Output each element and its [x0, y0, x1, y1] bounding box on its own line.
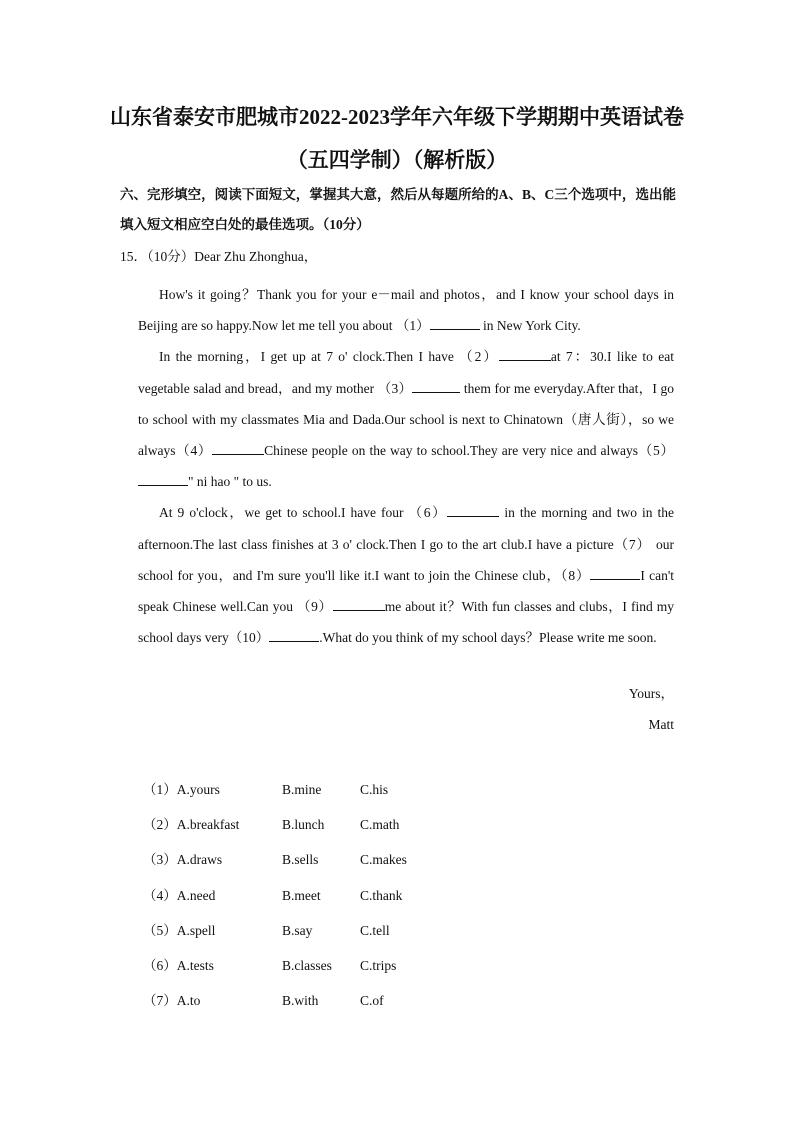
question-header: 15．（10分）Dear Zhu Zhonghua，	[120, 249, 318, 264]
text-segment: " ni hao " to us.	[188, 474, 272, 490]
text-segment: I can't speak Chinese well.Can you （9）	[138, 567, 674, 615]
option-row	[143, 956, 543, 991]
option-a: （7）A.to	[143, 993, 201, 1009]
option-c: C.tell	[360, 922, 390, 938]
text-segment: In the morning，I get up at 7 o' clock.Then I have （2）	[159, 349, 499, 365]
option-row	[143, 921, 543, 956]
option-b: B.mine	[282, 782, 322, 797]
letter-passage	[138, 279, 674, 653]
option-c: C.makes	[360, 852, 407, 868]
text-segment: How's it going？Thank you for your e－mail and photos，and I know your school days in Beijing are so happy.Now let me tell you about （1）	[138, 287, 674, 334]
exam-title-line1: 山东省泰安市肥城市2022-2023学年六年级下学期期中英语试卷	[110, 105, 684, 129]
option-c: C.trips	[360, 957, 397, 973]
option-row	[143, 850, 543, 885]
exam-title-line2: （五四学制）（解析版）	[286, 148, 508, 172]
option-a: （5）A.spell	[143, 922, 216, 938]
answer-options	[143, 780, 543, 1026]
blank-1	[430, 315, 480, 330]
option-a: （6）A.tests	[143, 957, 214, 973]
text-segment: in New York City.	[479, 318, 581, 334]
text-segment: At 9 o'clock，we get to school.I have four （6）	[159, 505, 448, 521]
option-b: B.with	[282, 993, 319, 1009]
blank-8	[590, 565, 640, 580]
option-c: C.math	[360, 817, 400, 833]
option-row	[143, 886, 543, 921]
signature: Matt	[648, 717, 674, 732]
section-instruction: 六、完形填空，阅读下面短文，掌握其大意，然后从每题所给的A、B、C三个选项中，选出能填入短文相应空白处的最佳选项。（10分）	[120, 187, 676, 232]
blank-3	[412, 378, 460, 393]
text-segment: our school for you，and I'm sure you'll like it.I want to join the Chinese club，（8）	[138, 536, 674, 583]
option-b: B.classes	[282, 957, 332, 973]
text-segment: Chinese people on the way to school.They are very nice and always（5）	[264, 443, 674, 459]
blank-10	[269, 627, 319, 642]
text-segment: at 7：30.I like to eat vegetable salad and bread，and my mother （3）	[138, 349, 674, 396]
option-a: （4）A.need	[143, 887, 216, 903]
text-segment: them for me everyday.After that，I go to school with my classmates Mia and Dada.Our school is next to Chinatown（唐人街），so we always（4）	[138, 380, 675, 459]
text-segment: me about it？With fun classes and clubs，I find my school days very（10）	[138, 599, 674, 646]
option-c: C.thank	[360, 887, 403, 903]
option-row	[143, 991, 543, 1026]
option-a: （3）A.draws	[143, 852, 223, 868]
option-c: C.his	[360, 782, 389, 797]
option-a: （2）A.breakfast	[143, 817, 240, 833]
option-b: B.say	[282, 922, 313, 938]
text-segment: in the morning and two in the afternoon.The last class finishes at 3 o' clock.Then I go to the art club.I have a picture（7）	[138, 505, 674, 552]
option-b: B.meet	[282, 887, 321, 903]
paragraph-2	[138, 341, 674, 497]
option-row	[143, 780, 543, 815]
option-c: C.of	[360, 993, 384, 1009]
option-b: B.sells	[282, 852, 319, 868]
blank-4	[212, 440, 264, 455]
sign-off: Yours，	[628, 686, 674, 701]
option-row	[143, 815, 543, 850]
blank-9	[333, 596, 385, 611]
blank-5	[138, 471, 188, 486]
option-a: （1）A.yours	[143, 782, 220, 797]
paragraph-1	[138, 279, 674, 341]
blank-6	[447, 502, 499, 517]
paragraph-3	[138, 497, 674, 653]
text-segment: .What do you think of my school days？Please write me soon.	[319, 630, 657, 646]
blank-2	[499, 346, 551, 361]
option-b: B.lunch	[282, 817, 325, 833]
